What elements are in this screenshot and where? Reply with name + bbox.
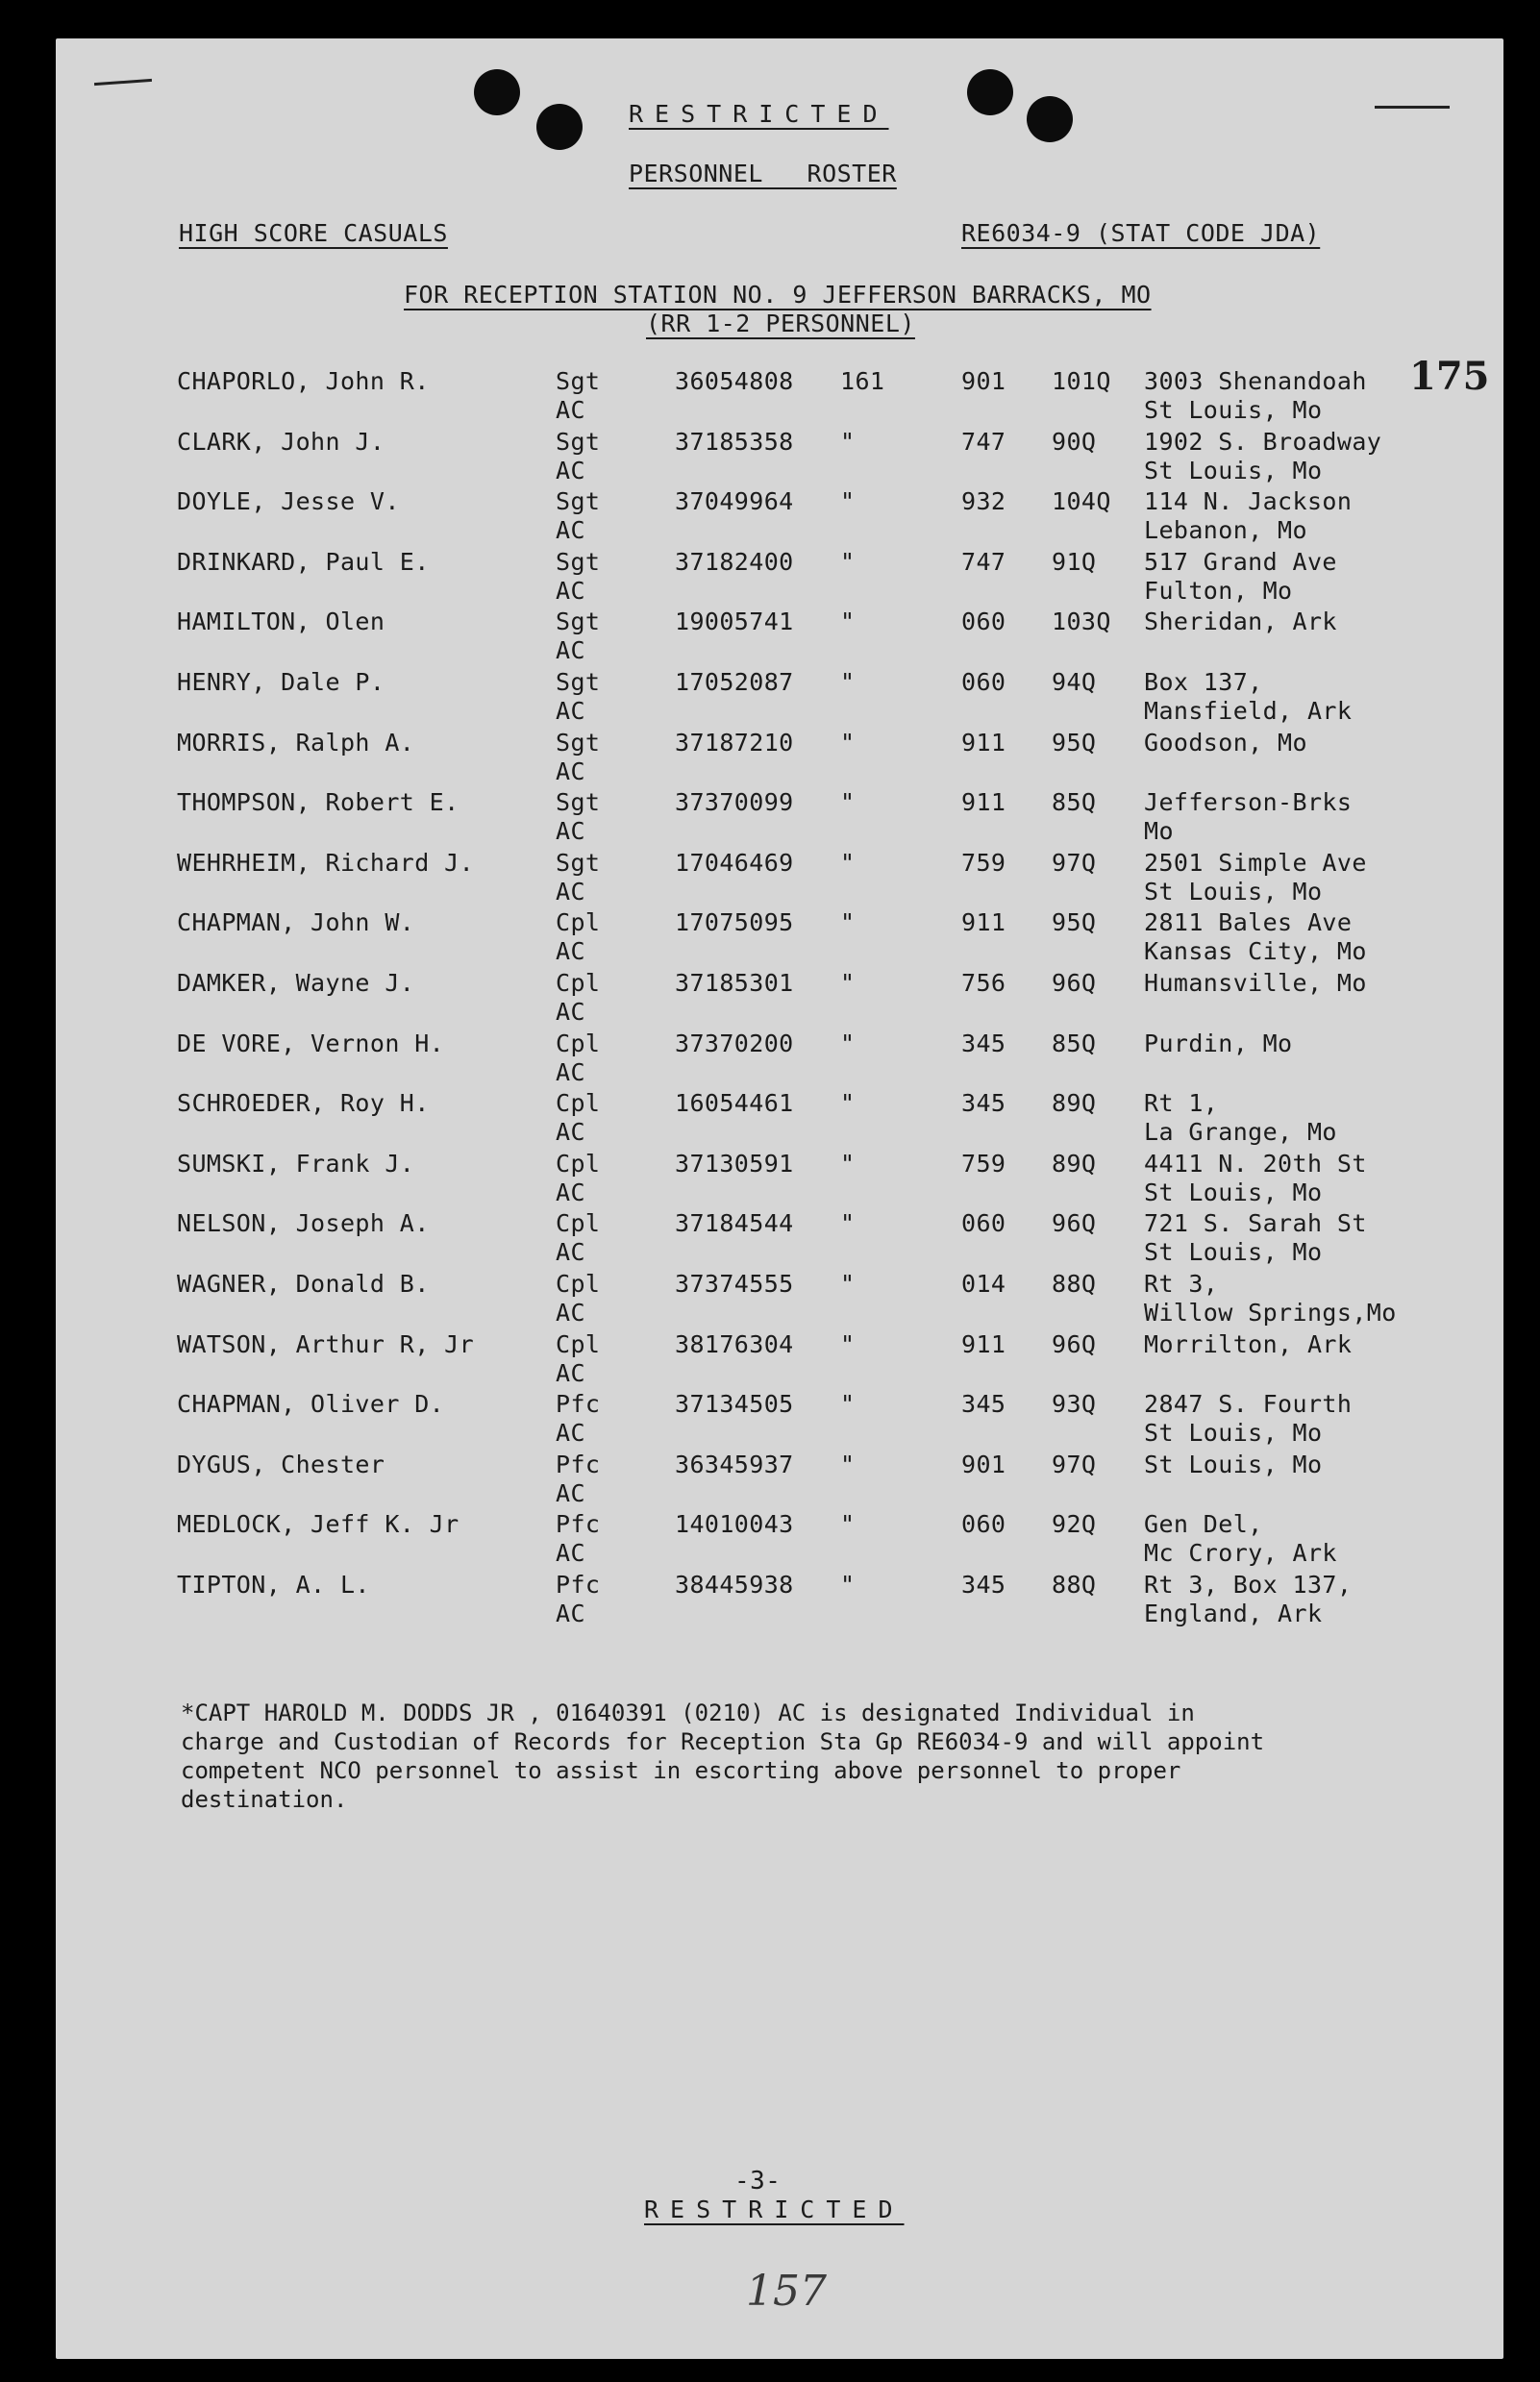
cell-rank: Sgt — [556, 427, 601, 456]
cell-serial: 17052087 — [675, 668, 794, 696]
cell-mos: 060 — [961, 668, 1006, 696]
cell-rank: Sgt — [556, 848, 601, 877]
cell-serial: 38445938 — [675, 1571, 794, 1599]
document-page — [56, 38, 1503, 2359]
roster-row — [56, 668, 1503, 728]
cell-score: 96Q — [1052, 969, 1097, 997]
roster-row — [56, 788, 1503, 848]
cell-branch: AC — [556, 998, 585, 1026]
stray-mark-left — [94, 79, 152, 86]
cell-addr2: St Louis, Mo — [1144, 1178, 1323, 1206]
cell-name: WATSON, Arthur R, Jr — [177, 1329, 475, 1358]
cell-name: SUMSKI, Frank J. — [177, 1149, 415, 1178]
punch-hole-left-1 — [474, 69, 520, 115]
cell-mos: 759 — [961, 1149, 1006, 1178]
cell-rank: Sgt — [556, 487, 601, 516]
roster-title: PERSONNEL ROSTER — [629, 160, 897, 187]
cell-branch: AC — [556, 937, 585, 966]
cell-score: 85Q — [1052, 1029, 1097, 1057]
cell-branch: AC — [556, 1178, 585, 1206]
cell-serial: 37130591 — [675, 1149, 794, 1178]
cell-rank: Pfc — [556, 1571, 601, 1599]
cell-mos: 747 — [961, 427, 1006, 456]
cell-score: 88Q — [1052, 1571, 1097, 1599]
cell-col4: " — [840, 487, 856, 516]
cell-score: 89Q — [1052, 1149, 1097, 1178]
cell-score: 91Q — [1052, 547, 1097, 576]
note-line-2: charge and Custodian of Records for Reception Sta Gp RE6034-9 and will appoint — [181, 1728, 1265, 1755]
cell-col4: " — [840, 427, 856, 456]
cell-branch: AC — [556, 1419, 585, 1448]
cell-serial: 37185301 — [675, 969, 794, 997]
cell-score: 94Q — [1052, 668, 1097, 696]
cell-mos: 759 — [961, 848, 1006, 877]
cell-score: 97Q — [1052, 1450, 1097, 1478]
cell-name: THOMPSON, Robert E. — [177, 788, 460, 817]
cell-name: DOYLE, Jesse V. — [177, 487, 400, 516]
punch-hole-left-2 — [536, 104, 583, 150]
cell-addr2: Mansfield, Ark — [1144, 697, 1353, 725]
cell-rank: Sgt — [556, 668, 601, 696]
cell-addr2: Lebanon, Mo — [1144, 516, 1307, 545]
page-number-stamp: 175 — [1409, 354, 1490, 399]
cell-score: 101Q — [1052, 367, 1111, 395]
cell-branch: AC — [556, 1118, 585, 1147]
roster-row — [56, 1209, 1503, 1269]
cell-mos: 345 — [961, 1571, 1006, 1599]
cell-col4: " — [840, 1209, 856, 1238]
cell-col4: " — [840, 1571, 856, 1599]
punch-hole-right-2 — [1027, 96, 1073, 142]
cell-addr2: St Louis, Mo — [1144, 456, 1323, 484]
roster-row — [56, 1030, 1503, 1089]
cell-mos: 014 — [961, 1270, 1006, 1298]
cell-branch: AC — [556, 516, 585, 545]
custodian-note — [181, 1699, 1430, 1814]
cell-rank: Cpl — [556, 1029, 601, 1057]
cell-rank: Sgt — [556, 367, 601, 395]
cell-score: 96Q — [1052, 1329, 1097, 1358]
note-line-4: destination. — [181, 1786, 348, 1813]
cell-addr1: Humansville, Mo — [1144, 969, 1367, 997]
cell-serial: 37134505 — [675, 1390, 794, 1419]
cell-serial: 37185358 — [675, 427, 794, 456]
cell-addr1: Rt 3, — [1144, 1270, 1219, 1298]
cell-serial: 16054461 — [675, 1089, 794, 1118]
cell-branch: AC — [556, 396, 585, 424]
cell-name: NELSON, Joseph A. — [177, 1209, 430, 1238]
cell-addr2: St Louis, Mo — [1144, 877, 1323, 906]
cell-mos: 345 — [961, 1029, 1006, 1057]
cell-addr2: St Louis, Mo — [1144, 1238, 1323, 1267]
cell-rank: Cpl — [556, 1149, 601, 1178]
cell-addr1: 1902 S. Broadway — [1144, 427, 1382, 456]
cell-addr1: Jefferson-Brks — [1144, 788, 1353, 817]
punch-hole-right-1 — [967, 69, 1013, 115]
cell-mos: 060 — [961, 1209, 1006, 1238]
cell-branch: AC — [556, 1238, 585, 1267]
cell-addr2: Mc Crory, Ark — [1144, 1539, 1337, 1568]
cell-mos: 911 — [961, 728, 1006, 757]
cell-score: 95Q — [1052, 908, 1097, 937]
cell-rank: Sgt — [556, 547, 601, 576]
cell-mos: 345 — [961, 1089, 1006, 1118]
cell-branch: AC — [556, 456, 585, 484]
note-line-1: *CAPT HAROLD M. DODDS JR , 01640391 (0210) AC is designated Individual in — [181, 1700, 1195, 1726]
cell-name: TIPTON, A. L. — [177, 1571, 370, 1599]
cell-col4: 161 — [840, 367, 885, 395]
cell-addr1: St Louis, Mo — [1144, 1450, 1323, 1478]
cell-addr1: Goodson, Mo — [1144, 728, 1307, 757]
cell-mos: 060 — [961, 608, 1006, 636]
roster-row — [56, 849, 1503, 908]
cell-serial: 37184544 — [675, 1209, 794, 1238]
cell-addr1: 4411 N. 20th St — [1144, 1149, 1367, 1178]
roster-row — [56, 367, 1503, 427]
cell-col4: " — [840, 1329, 856, 1358]
cell-addr1: 114 N. Jackson — [1144, 487, 1353, 516]
cell-addr1: Rt 3, Box 137, — [1144, 1571, 1353, 1599]
cell-mos: 756 — [961, 969, 1006, 997]
cell-name: CHAPMAN, John W. — [177, 908, 415, 937]
roster-row — [56, 608, 1503, 667]
roster-row — [56, 1270, 1503, 1329]
roster-row — [56, 548, 1503, 608]
cell-score: 92Q — [1052, 1510, 1097, 1539]
cell-col4: " — [840, 908, 856, 937]
cell-col4: " — [840, 1390, 856, 1419]
cell-serial: 36054808 — [675, 367, 794, 395]
cell-col4: " — [840, 848, 856, 877]
roster-row — [56, 1089, 1503, 1149]
cell-addr1: Morrilton, Ark — [1144, 1329, 1353, 1358]
cell-rank: Sgt — [556, 728, 601, 757]
cell-serial: 36345937 — [675, 1450, 794, 1478]
cell-addr1: 2501 Simple Ave — [1144, 848, 1367, 877]
cell-branch: AC — [556, 757, 585, 785]
cell-col4: " — [840, 1149, 856, 1178]
cell-rank: Cpl — [556, 1270, 601, 1298]
cell-branch: AC — [556, 1057, 585, 1086]
cell-col4: " — [840, 788, 856, 817]
cell-name: WEHRHEIM, Richard J. — [177, 848, 475, 877]
cell-branch: AC — [556, 1358, 585, 1387]
roster-row — [56, 428, 1503, 487]
cell-addr1: Purdin, Mo — [1144, 1029, 1293, 1057]
cell-name: DE VORE, Vernon H. — [177, 1029, 445, 1057]
cell-addr1: Box 137, — [1144, 668, 1263, 696]
cell-col4: " — [840, 728, 856, 757]
cell-rank: Sgt — [556, 788, 601, 817]
handwritten-number: 157 — [746, 2267, 827, 2316]
cell-score: 85Q — [1052, 788, 1097, 817]
cell-serial: 19005741 — [675, 608, 794, 636]
cell-addr1: Sheridan, Ark — [1144, 608, 1337, 636]
cell-score: 97Q — [1052, 848, 1097, 877]
cell-addr1: 2811 Bales Ave — [1144, 908, 1353, 937]
cell-score: 93Q — [1052, 1390, 1097, 1419]
cell-mos: 932 — [961, 487, 1006, 516]
cell-addr2: Fulton, Mo — [1144, 576, 1293, 605]
cell-mos: 901 — [961, 1450, 1006, 1478]
cell-addr2: Mo — [1144, 817, 1174, 846]
cell-addr1: 517 Grand Ave — [1144, 547, 1337, 576]
cell-serial: 14010043 — [675, 1510, 794, 1539]
roster-row — [56, 729, 1503, 788]
cell-serial: 38176304 — [675, 1329, 794, 1358]
roster-row — [56, 1571, 1503, 1630]
cell-serial: 17075095 — [675, 908, 794, 937]
roster-row — [56, 1150, 1503, 1209]
cell-addr1: 721 S. Sarah St — [1144, 1209, 1367, 1238]
cell-name: CHAPMAN, Oliver D. — [177, 1390, 445, 1419]
cell-branch: AC — [556, 1299, 585, 1327]
cell-col4: " — [840, 1450, 856, 1478]
note-line-3: competent NCO personnel to assist in escorting above personnel to proper — [181, 1757, 1181, 1784]
cell-score: 88Q — [1052, 1270, 1097, 1298]
roster-row — [56, 1451, 1503, 1510]
subtitle-line: (RR 1-2 PERSONNEL) — [646, 310, 915, 337]
cell-rank: Cpl — [556, 1089, 601, 1118]
cell-col4: " — [840, 1089, 856, 1118]
classification-bottom: RESTRICTED — [644, 2196, 905, 2223]
cell-mos: 911 — [961, 908, 1006, 937]
cell-branch: AC — [556, 877, 585, 906]
cell-score: 103Q — [1052, 608, 1111, 636]
cell-serial: 37370099 — [675, 788, 794, 817]
cell-addr2: Willow Springs,Mo — [1144, 1299, 1397, 1327]
cell-addr2: England, Ark — [1144, 1600, 1323, 1627]
cell-name: HAMILTON, Olen — [177, 608, 385, 636]
cell-mos: 911 — [961, 788, 1006, 817]
cell-rank: Cpl — [556, 908, 601, 937]
cell-name: DRINKARD, Paul E. — [177, 547, 430, 576]
cell-serial: 37370200 — [675, 1029, 794, 1057]
roster-row — [56, 1330, 1503, 1390]
cell-name: HENRY, Dale P. — [177, 668, 385, 696]
cell-serial: 37182400 — [675, 547, 794, 576]
roster-row — [56, 908, 1503, 968]
cell-score: 90Q — [1052, 427, 1097, 456]
cell-addr2: La Grange, Mo — [1144, 1118, 1337, 1147]
cell-score: 104Q — [1052, 487, 1111, 516]
cell-name: CLARK, John J. — [177, 427, 385, 456]
cell-rank: Cpl — [556, 1329, 601, 1358]
cell-branch: AC — [556, 576, 585, 605]
cell-addr1: Rt 1, — [1144, 1089, 1219, 1118]
cell-addr2: St Louis, Mo — [1144, 396, 1323, 424]
roster-row — [56, 1510, 1503, 1570]
cell-addr2: St Louis, Mo — [1144, 1419, 1323, 1448]
cell-mos: 911 — [961, 1329, 1006, 1358]
cell-branch: AC — [556, 1539, 585, 1568]
cell-name: DAMKER, Wayne J. — [177, 969, 415, 997]
cell-rank: Pfc — [556, 1450, 601, 1478]
cell-name: CHAPORLO, John R. — [177, 367, 430, 395]
cell-mos: 060 — [961, 1510, 1006, 1539]
cell-serial: 37049964 — [675, 487, 794, 516]
cell-col4: " — [840, 1270, 856, 1298]
classification-top: RESTRICTED — [629, 100, 889, 128]
cell-name: SCHROEDER, Roy H. — [177, 1089, 430, 1118]
group-name: HIGH SCORE CASUALS — [179, 219, 448, 247]
cell-serial: 37187210 — [675, 728, 794, 757]
cell-branch: AC — [556, 1600, 585, 1627]
cell-score: 95Q — [1052, 728, 1097, 757]
cell-rank: Cpl — [556, 969, 601, 997]
roster-row — [56, 969, 1503, 1029]
cell-col4: " — [840, 547, 856, 576]
cell-rank: Sgt — [556, 608, 601, 636]
cell-branch: AC — [556, 636, 585, 665]
cell-col4: " — [840, 969, 856, 997]
cell-branch: AC — [556, 1478, 585, 1507]
destination-line: FOR RECEPTION STATION NO. 9 JEFFERSON BARRACKS, MO — [404, 281, 1152, 309]
cell-name: WAGNER, Donald B. — [177, 1270, 430, 1298]
cell-col4: " — [840, 608, 856, 636]
roster-row — [56, 487, 1503, 547]
footer-page-number: -3- — [734, 2167, 782, 2196]
stat-code: RE6034-9 (STAT CODE JDA) — [961, 219, 1321, 247]
cell-mos: 747 — [961, 547, 1006, 576]
cell-mos: 345 — [961, 1390, 1006, 1419]
cell-rank: Pfc — [556, 1510, 601, 1539]
cell-addr1: 3003 Shenandoah — [1144, 367, 1367, 395]
cell-name: MEDLOCK, Jeff K. Jr — [177, 1510, 460, 1539]
cell-name: MORRIS, Ralph A. — [177, 728, 415, 757]
cell-serial: 17046469 — [675, 848, 794, 877]
cell-col4: " — [840, 1029, 856, 1057]
cell-addr1: 2847 S. Fourth — [1144, 1390, 1353, 1419]
cell-addr2: Kansas City, Mo — [1144, 937, 1367, 966]
cell-mos: 901 — [961, 367, 1006, 395]
cell-addr1: Gen Del, — [1144, 1510, 1263, 1539]
stray-mark-right — [1375, 106, 1450, 109]
cell-col4: " — [840, 1510, 856, 1539]
cell-score: 89Q — [1052, 1089, 1097, 1118]
cell-branch: AC — [556, 817, 585, 846]
roster-row — [56, 1390, 1503, 1450]
cell-name: DYGUS, Chester — [177, 1450, 385, 1478]
cell-branch: AC — [556, 697, 585, 725]
cell-serial: 37374555 — [675, 1270, 794, 1298]
cell-col4: " — [840, 668, 856, 696]
cell-rank: Pfc — [556, 1390, 601, 1419]
cell-rank: Cpl — [556, 1209, 601, 1238]
cell-score: 96Q — [1052, 1209, 1097, 1238]
